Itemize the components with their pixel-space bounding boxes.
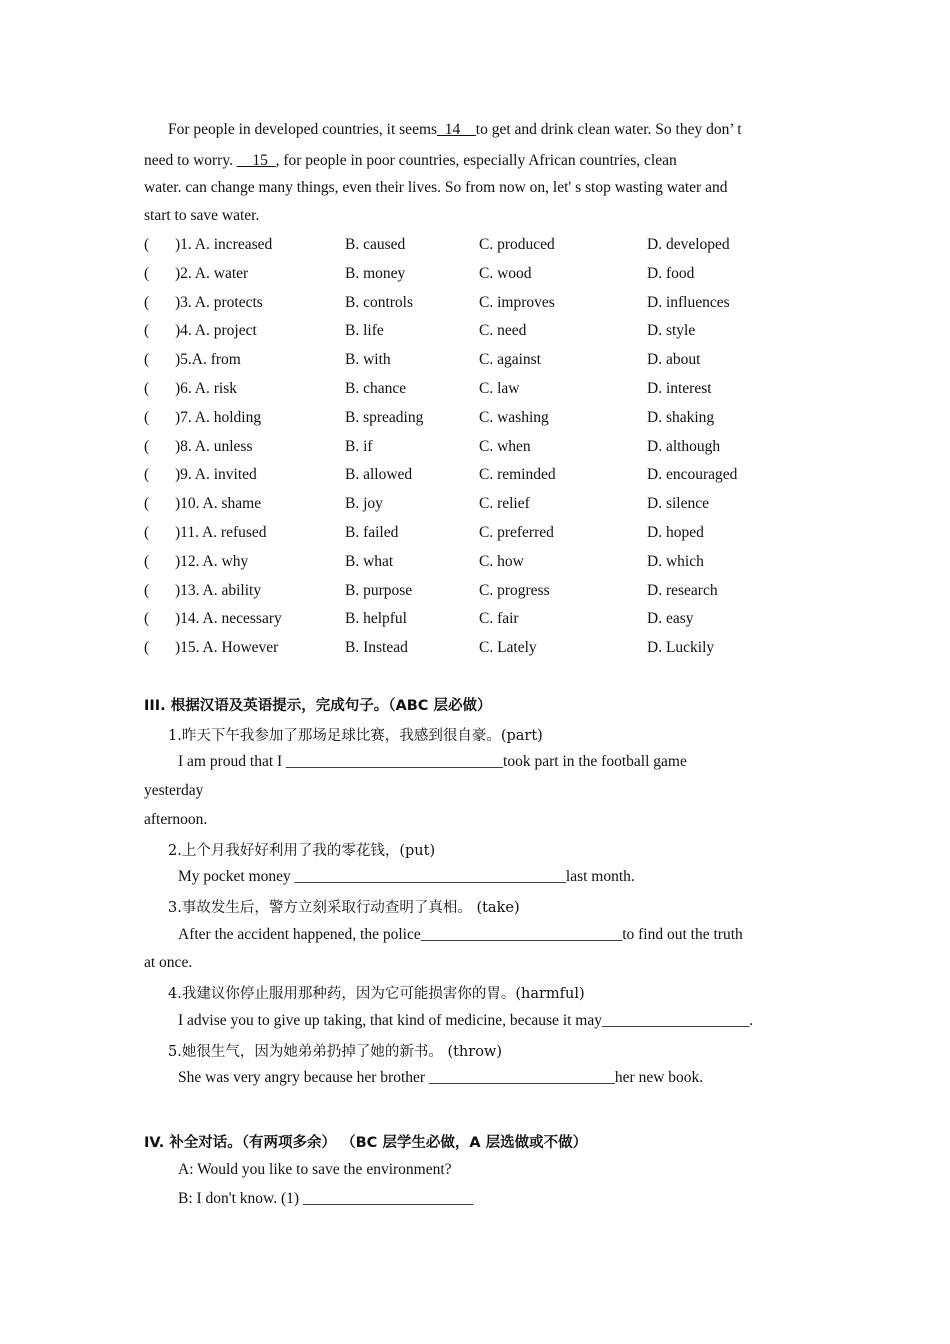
section-4-title: IV. 补全对话。（有两项多余） （BC 层学生必做，A 层选做或不做） [144,1135,588,1151]
paren-open: ( [144,466,150,483]
option-d: D. food [647,265,695,282]
option-c: C. wood [479,265,532,282]
paren-open: ( [144,351,150,368]
option-b: B. chance [345,380,407,397]
paren-open: ( [144,610,150,627]
q1-chinese: 1.昨天下午我参加了那场足球比赛，我感到很自豪。(part) [168,728,543,744]
q5-chinese: 5.她很生气，因为她弟弟扔掉了她的新书。 (throw) [168,1044,502,1060]
option-b: B. purpose [345,582,413,599]
paren-open: ( [144,495,150,512]
option-a: )8. A. unless [175,438,253,455]
option-c: C. against [479,351,541,368]
paren-open: ( [144,438,150,455]
option-b: B. controls [345,294,414,311]
option-d: D. easy [647,610,694,627]
passage-line-4: start to save water. [144,207,260,224]
option-a: )11. A. refused [175,524,267,541]
option-b: B. failed [345,524,399,541]
paren-open: ( [144,409,150,426]
paren-open: ( [144,582,150,599]
q1-english-cont: yesterday [144,782,204,799]
passage-line-2 [144,151,677,171]
paren-open: ( [144,294,150,311]
option-d: D. Luckily [647,639,715,656]
option-b: B. allowed [345,466,413,483]
option-a: )10. A. shame [175,495,262,512]
option-d: D. which [647,553,704,570]
passage-text: For people in developed countries, it seems [168,121,438,138]
option-c: C. washing [479,409,549,426]
paren-open: ( [144,553,150,570]
option-c: C. fair [479,610,519,627]
option-c: C. improves [479,294,555,311]
option-c: C. progress [479,582,550,599]
passage-text: to get and drink clean water. So they don’ t [475,121,742,138]
option-b: B. helpful [345,610,407,627]
passage-text: , for people in poor countries, especially African countries, clean [275,152,677,169]
option-d: D. developed [647,236,730,253]
q4-chinese: 4.我建议你停止服用那种药，因为它可能损害你的胃。(harmful) [168,986,585,1002]
option-a: )1. A. increased [175,236,273,253]
option-a: )4. A. project [175,322,257,339]
option-a: )5.A. from [175,351,241,368]
blank-14: _14__ [437,121,476,138]
passage-text: need to worry. [144,152,233,169]
option-d: D. research [647,582,718,599]
option-a: )14. A. necessary [175,610,282,627]
option-a: )7. A. holding [175,409,262,426]
option-c: C. Lately [479,639,537,656]
blank-15: __15_ [236,152,276,169]
q2-english: My pocket money ___________________________________last month. [178,868,635,885]
option-a: )13. A. ability [175,582,262,599]
passage-line-3: water. can change many things, even their lives. So from now on, let' s stop wasting water and [144,179,728,196]
option-b: B. caused [345,236,406,253]
option-b: B. with [345,351,391,368]
option-c: C. produced [479,236,555,253]
option-b: B. if [345,438,373,455]
option-d: D. about [647,351,701,368]
dialogue-a1: A: Would you like to save the environment? [178,1161,452,1178]
paren-open: ( [144,265,150,282]
option-c: C. preferred [479,524,554,541]
q2-chinese: 2.上个月我好好利用了我的零花钱，(put) [168,843,436,859]
option-d: D. shaking [647,409,715,426]
q1-english-cont2: afternoon. [144,811,208,828]
option-b: B. money [345,265,406,282]
paren-open: ( [144,236,150,253]
paren-open: ( [144,639,150,656]
q4-english: I advise you to give up taking, that kind of medicine, because it may___________________. [178,1012,754,1029]
q3-english: After the accident happened, the police__________________________to find out the truth [178,926,743,943]
option-b: B. what [345,553,394,570]
option-c: C. when [479,438,531,455]
option-c: C. law [479,380,520,397]
option-a: )2. A. water [175,265,249,282]
q3-chinese: 3.事故发生后，警方立刻采取行动查明了真相。 (take) [168,900,520,916]
q5-english: She was very angry because her brother ________________________her new book. [178,1069,704,1086]
option-d: D. encouraged [647,466,738,483]
option-a: )15. A. However [175,639,279,656]
option-b: B. spreading [345,409,424,426]
paren-open: ( [144,380,150,397]
option-d: D. interest [647,380,712,397]
option-c: C. need [479,322,527,339]
section-3-title: III. 根据汉语及英语提示，完成句子。（ABC 层必做） [144,698,492,714]
option-c: C. reminded [479,466,556,483]
option-a: )12. A. why [175,553,249,570]
option-d: D. style [647,322,696,339]
option-b: B. Instead [345,639,408,656]
option-b: B. joy [345,495,383,512]
option-a: )3. A. protects [175,294,263,311]
q3-english-cont: at once. [144,954,193,971]
q1-english: I am proud that I ____________________________took part in the football game [178,753,687,770]
option-d: D. hoped [647,524,704,541]
option-a: )9. A. invited [175,466,257,483]
option-c: C. how [479,553,524,570]
option-d: D. silence [647,495,709,512]
option-c: C. relief [479,495,530,512]
option-d: D. influences [647,294,730,311]
paren-open: ( [144,322,150,339]
paren-open: ( [144,524,150,541]
passage-line-1 [168,120,742,140]
dialogue-b1: B: I don't know. (1) ______________________ [178,1190,474,1207]
option-a: )6. A. risk [175,380,237,397]
option-b: B. life [345,322,384,339]
option-d: D. although [647,438,721,455]
